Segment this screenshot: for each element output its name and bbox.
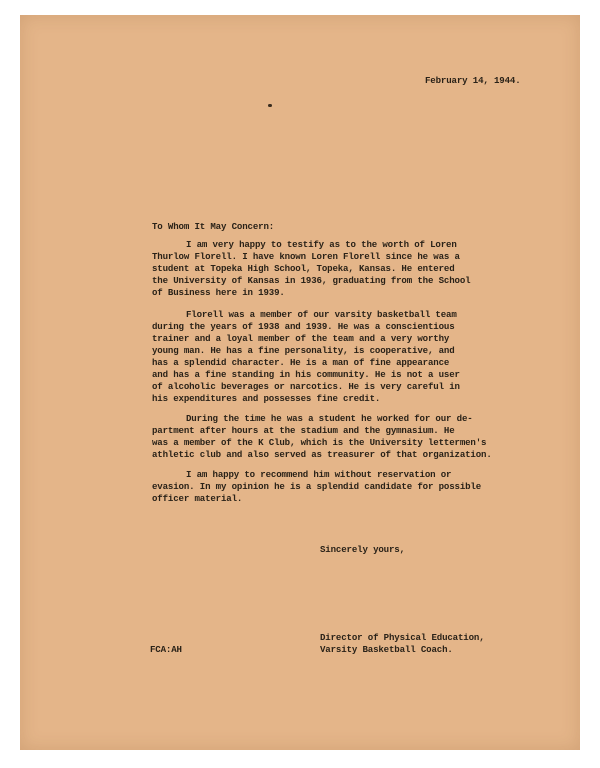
paragraph-2 (152, 309, 512, 405)
letter-date: February 14, 1944. (425, 75, 521, 86)
paragraph-line: Thurlow Florell. I have known Loren Florell since he was a (152, 251, 460, 262)
ink-speck (268, 104, 272, 107)
paragraph-line: I am very happy to testify as to the worth of Loren (186, 239, 457, 250)
paragraph-line: was a member of the K Club, which is the University lettermen's (152, 437, 487, 448)
paragraph-line: of Business here in 1939. (152, 287, 285, 298)
paragraph-line: has a splendid character. He is a man of fine appearance (152, 357, 450, 368)
paragraph-line: Florell was a member of our varsity basketball team (186, 309, 457, 320)
paragraph-3 (152, 413, 512, 461)
paragraph-4 (152, 469, 512, 505)
paragraph-line: student at Topeka High School, Topeka, Kansas. He entered (152, 263, 455, 274)
closing: Sincerely yours, (320, 544, 405, 555)
paragraph-line: evasion. In my opinion he is a splendid candidate for possible (152, 481, 482, 492)
title-line: Varsity Basketball Coach. (320, 644, 453, 655)
paragraph-line: his expenditures and possesses fine credit. (152, 393, 381, 404)
salutation: To Whom It May Concern: (152, 221, 275, 232)
paragraph-line: young man. He has a fine personality, is cooperative, and (152, 345, 455, 356)
paragraph-line: During the time he was a student he worked for our de- (186, 413, 473, 424)
paragraph-line: and has a fine standing in his community. He is not a user (152, 369, 460, 380)
paragraph-line: trainer and a loyal member of the team and a very worthy (152, 333, 450, 344)
paragraph-line: during the years of 1938 and 1939. He was a conscientious (152, 321, 455, 332)
paragraph-line: officer material. (152, 493, 243, 504)
paragraph-line: the University of Kansas in 1936, graduating from the School (152, 275, 471, 286)
paragraph-1 (152, 239, 512, 299)
paragraph-line: athletic club and also served as treasurer of that organization. (152, 449, 492, 460)
title-line: Director of Physical Education, (320, 632, 485, 643)
paragraph-line: I am happy to recommend him without reservation or (186, 469, 452, 480)
reference-initials: FCA:AH (150, 644, 182, 655)
signature-title (320, 632, 485, 656)
paragraph-line: partment after hours at the stadium and the gymnasium. He (152, 425, 455, 436)
paragraph-line: of alcoholic beverages or narcotics. He is very careful in (152, 381, 460, 392)
